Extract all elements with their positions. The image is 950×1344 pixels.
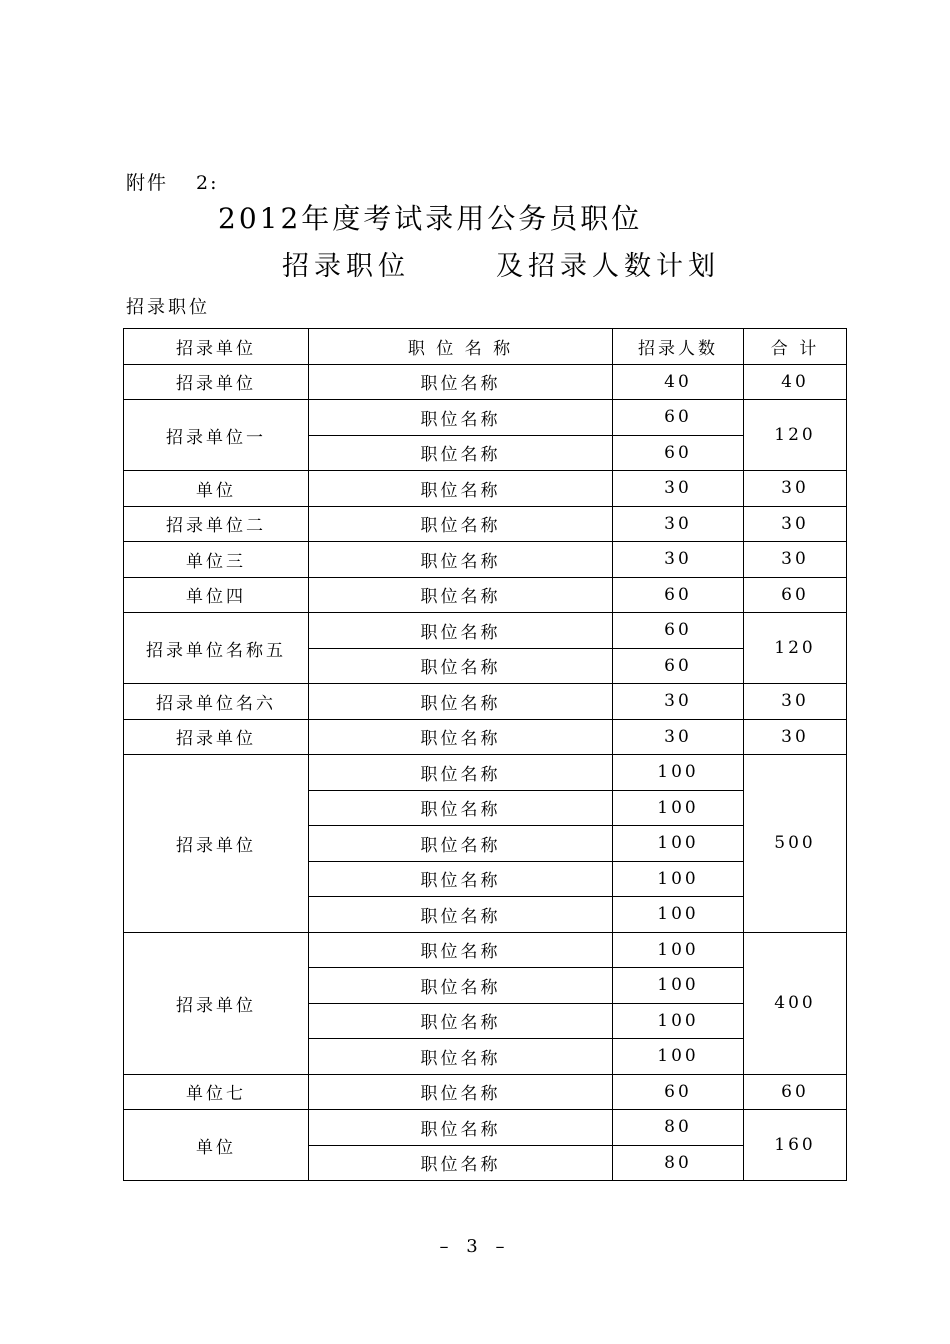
table-body [124, 364, 847, 1181]
table-row [124, 613, 847, 649]
total-cell: 30 [744, 719, 847, 755]
position-cell: 职位名称 [309, 364, 613, 400]
table-row [124, 506, 847, 542]
column-header-count: 招录人数 [613, 329, 744, 365]
count-cell: 100 [613, 1039, 744, 1075]
unit-cell: 招录单位二 [124, 506, 309, 542]
table-row [124, 577, 847, 613]
count-cell: 100 [613, 826, 744, 862]
count-cell: 100 [613, 790, 744, 826]
position-cell: 职位名称 [309, 435, 613, 471]
position-cell: 职位名称 [309, 755, 613, 791]
column-header-total: 合 计 [744, 329, 847, 365]
position-cell: 职位名称 [309, 613, 613, 649]
position-cell: 职位名称 [309, 577, 613, 613]
table-row [124, 364, 847, 400]
unit-cell: 单位七 [124, 1074, 309, 1110]
unit-cell: 单位 [124, 471, 309, 507]
table-row [124, 400, 847, 436]
position-cell: 职位名称 [309, 968, 613, 1004]
total-cell: 40 [744, 364, 847, 400]
attachment-number: 2: [196, 172, 219, 194]
position-cell: 职位名称 [309, 719, 613, 755]
table-header-row [124, 329, 847, 365]
table-row [124, 755, 847, 791]
section-label: 招录职位 [126, 297, 210, 318]
table-row [124, 1110, 847, 1146]
count-cell: 30 [613, 506, 744, 542]
position-cell: 职位名称 [309, 1074, 613, 1110]
count-cell: 100 [613, 932, 744, 968]
position-cell: 职位名称 [309, 1145, 613, 1181]
count-cell: 100 [613, 755, 744, 791]
page-number: – 3 – [439, 1236, 511, 1257]
total-cell: 400 [744, 932, 847, 1074]
count-cell: 80 [613, 1110, 744, 1146]
unit-cell: 招录单位一 [124, 400, 309, 471]
position-cell: 职位名称 [309, 471, 613, 507]
unit-cell: 招录单位 [124, 364, 309, 400]
position-cell: 职位名称 [309, 932, 613, 968]
table-row [124, 471, 847, 507]
count-cell: 60 [613, 613, 744, 649]
unit-cell: 招录单位 [124, 719, 309, 755]
unit-cell: 招录单位 [124, 755, 309, 933]
document-subtitle [282, 244, 720, 283]
count-cell: 60 [613, 400, 744, 436]
total-cell: 30 [744, 684, 847, 720]
subtitle-right: 及招录人数计划 [496, 251, 720, 282]
count-cell: 60 [613, 435, 744, 471]
table-row [124, 1074, 847, 1110]
attachment-label [126, 168, 219, 195]
position-cell: 职位名称 [309, 1110, 613, 1146]
count-cell: 100 [613, 1003, 744, 1039]
position-cell: 职位名称 [309, 542, 613, 578]
count-cell: 60 [613, 648, 744, 684]
count-cell: 30 [613, 471, 744, 507]
position-cell: 职位名称 [309, 826, 613, 862]
total-cell: 500 [744, 755, 847, 933]
count-cell: 40 [613, 364, 744, 400]
total-cell: 30 [744, 506, 847, 542]
position-cell: 职位名称 [309, 861, 613, 897]
unit-cell: 单位三 [124, 542, 309, 578]
column-header-unit: 招录单位 [124, 329, 309, 365]
unit-cell: 招录单位名称五 [124, 613, 309, 684]
position-cell: 职位名称 [309, 684, 613, 720]
total-cell: 60 [744, 1074, 847, 1110]
table-row [124, 684, 847, 720]
count-cell: 80 [613, 1145, 744, 1181]
unit-cell: 招录单位 [124, 932, 309, 1074]
total-cell: 120 [744, 400, 847, 471]
total-cell: 30 [744, 542, 847, 578]
count-cell: 30 [613, 684, 744, 720]
column-header-position: 职 位 名 称 [309, 329, 613, 365]
total-cell: 60 [744, 577, 847, 613]
total-cell: 160 [744, 1110, 847, 1181]
table-row [124, 542, 847, 578]
position-cell: 职位名称 [309, 790, 613, 826]
count-cell: 100 [613, 968, 744, 1004]
count-cell: 60 [613, 1074, 744, 1110]
unit-cell: 单位 [124, 1110, 309, 1181]
table-row [124, 932, 847, 968]
position-cell: 职位名称 [309, 506, 613, 542]
count-cell: 30 [613, 719, 744, 755]
count-cell: 30 [613, 542, 744, 578]
position-cell: 职位名称 [309, 897, 613, 933]
count-cell: 100 [613, 861, 744, 897]
positions-table [123, 328, 847, 1181]
total-cell: 30 [744, 471, 847, 507]
table-row [124, 719, 847, 755]
attachment-text: 附件 [126, 172, 169, 194]
position-cell: 职位名称 [309, 1003, 613, 1039]
unit-cell: 单位四 [124, 577, 309, 613]
unit-cell: 招录单位名六 [124, 684, 309, 720]
position-cell: 职位名称 [309, 400, 613, 436]
position-cell: 职位名称 [309, 1039, 613, 1075]
count-cell: 60 [613, 577, 744, 613]
position-cell: 职位名称 [309, 648, 613, 684]
subtitle-left: 招录职位 [282, 251, 410, 282]
total-cell: 120 [744, 613, 847, 684]
document-title: 2012年度考试录用公务员职位 [218, 202, 643, 235]
count-cell: 100 [613, 897, 744, 933]
